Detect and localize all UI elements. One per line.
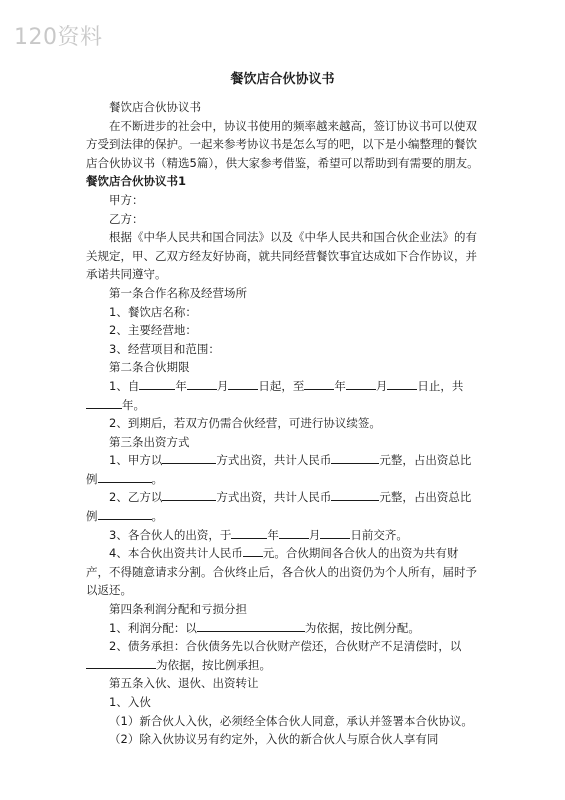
- section-heading: 餐饮店合伙协议书1: [86, 174, 187, 189]
- text-segment: 年: [334, 378, 346, 393]
- text-segment: 。: [151, 471, 163, 486]
- text-segment: 。: [151, 509, 163, 524]
- blank-field: [346, 377, 376, 390]
- article-2-item-2: 2、到期后，若双方仍需合伙经营，可进行协议续签。: [109, 416, 381, 431]
- blank-field: [387, 377, 417, 390]
- article-3-title: 第三条出资方式: [109, 434, 190, 449]
- blank-field: [98, 507, 152, 520]
- watermark: 120资料: [14, 25, 103, 50]
- article-2-title: 第二条合伙期限: [109, 360, 190, 375]
- text-segment: 年: [267, 527, 279, 542]
- article-1-item-2: 2、主要经营地：: [109, 323, 197, 338]
- text-segment: 方式出资，共计人民币: [216, 490, 332, 505]
- text-segment: 月: [375, 378, 388, 393]
- article-4-item-1: [86, 619, 481, 638]
- text-segment: 3、各合伙人的出资，于: [109, 527, 232, 542]
- blank-field: [197, 619, 305, 632]
- party-b-line: 乙方：: [109, 211, 144, 226]
- text-segment: 月: [216, 378, 229, 393]
- blank-field: [304, 377, 334, 390]
- intro-heading: 餐饮店合伙协议书: [109, 100, 201, 114]
- text-segment: 元。合伙期间各合伙人的出资为共有财产，不得随意请求分割。合伙终止后，各合伙人的出资仍为个人所有，届时予以返还。: [86, 546, 477, 598]
- blank-field: [187, 377, 217, 390]
- blank-field: [331, 488, 379, 501]
- article-1-item-1: 1、餐饮店名称：: [109, 304, 197, 319]
- text-segment: 1、甲方以: [109, 453, 163, 468]
- party-a-line: 甲方：: [109, 192, 144, 207]
- text-segment: 为依据，按比例分配。: [304, 620, 420, 635]
- article-1-item-3: 3、经营项目和范围：: [109, 341, 220, 356]
- text-segment: 1、自: [109, 378, 140, 393]
- blank-field: [86, 396, 122, 409]
- text-segment: 月: [308, 527, 321, 542]
- blank-field: [98, 470, 152, 483]
- blank-field: [243, 544, 263, 557]
- blank-field: [279, 526, 309, 539]
- text-segment: 年: [175, 378, 187, 393]
- article-4-item-2: [86, 637, 481, 674]
- article-1-title: 第一条合作名称及经营场所: [109, 285, 247, 300]
- article-5-title: 第五条入伙、退伙、出资转让: [109, 676, 259, 691]
- text-segment: 年。: [122, 397, 145, 412]
- text-segment: 日止，共: [417, 378, 464, 393]
- text-segment: 为依据，按比例承担。: [156, 657, 271, 672]
- blank-field: [231, 526, 267, 539]
- text-segment: 日前交齐。: [350, 527, 408, 542]
- blank-field: [228, 377, 258, 390]
- article-5-para-1: （1）新合伙人入伙，必须经全体合伙人同意，承认并签署本合伙协议。: [109, 713, 473, 728]
- intro-paragraph: 在不断进步的社会中，协议书使用的频率越来越高，签订协议书可以使双方受到法律的保护。一起来参考协议书是怎么写的吧，以下是小编整理的餐饮店合伙协议书（精选5篇），供大家参考借鉴，希望可以帮助到有需要的朋友。: [86, 118, 479, 170]
- article-3-item-3: [86, 526, 481, 545]
- text-segment: 元整，占出资总比例: [86, 490, 472, 524]
- text-segment: 4、本合伙出资共计人民币: [109, 546, 243, 561]
- blank-field: [162, 488, 216, 501]
- text-segment: 2、债务承担：合伙债务先以合伙财产偿还，合伙财产不足清偿时，以: [109, 639, 462, 654]
- text-segment: 1、利润分配：以: [109, 620, 197, 635]
- article-3-item-4: [86, 544, 481, 600]
- basis-paragraph: 根据《中华人民共和国合同法》以及《中华人民共和国合伙企业法》的有关规定，甲、乙双方经友好协商，就共同经营餐饮事宜达成如下合作协议，并承诺共同遵守。: [86, 230, 477, 282]
- text-segment: 2、乙方以: [109, 490, 163, 505]
- article-2-item-1: [86, 377, 481, 414]
- blank-field: [331, 451, 379, 464]
- article-3-item-2: [86, 488, 481, 525]
- article-3-item-1: [86, 451, 481, 488]
- article-5-para-2: （2）除入伙协议另有约定外，入伙的新合伙人与原合伙人享有同: [109, 732, 439, 747]
- document-body: [86, 98, 481, 749]
- blank-field: [86, 656, 156, 669]
- text-segment: 方式出资，共计人民币: [216, 453, 332, 468]
- blank-field: [320, 526, 350, 539]
- blank-field: [139, 377, 175, 390]
- document-title: 餐饮店合伙协议书: [230, 72, 335, 87]
- text-segment: 日起，至: [258, 378, 305, 393]
- text-segment: 元整，占出资总比例: [86, 453, 472, 486]
- article-4-title: 第四条利润分配和亏损分担: [109, 602, 247, 617]
- article-5-sub-1: 1、入伙: [109, 695, 151, 709]
- blank-field: [162, 451, 216, 464]
